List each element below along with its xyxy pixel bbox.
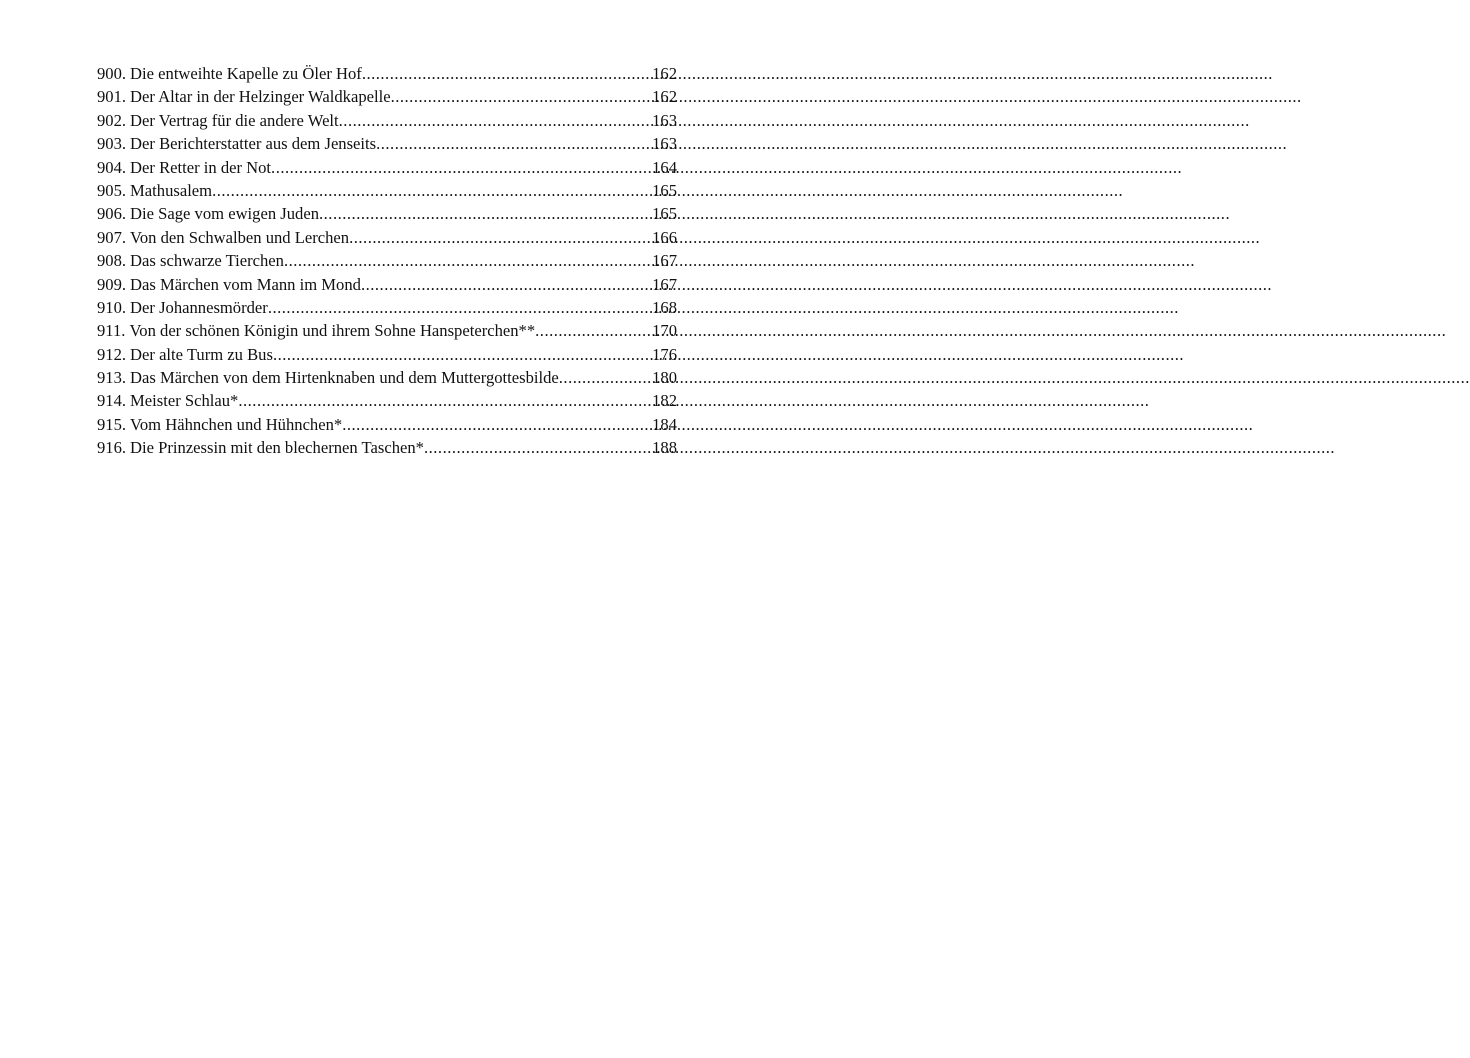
toc-entry xyxy=(97,249,677,272)
entry-title: Der Retter in der Not xyxy=(130,157,272,177)
entry-title: Mathusalem xyxy=(130,180,213,200)
dot-leader xyxy=(284,249,652,272)
entry-title: Vom Hähnchen und Hühnchen* xyxy=(130,414,343,434)
toc-entry xyxy=(97,132,677,155)
entry-title: Das schwarze Tierchen xyxy=(130,251,284,271)
entry-title: Der Berichterstatter aus dem Jenseits xyxy=(130,134,377,154)
dot-leader xyxy=(391,85,653,108)
table-of-contents xyxy=(97,62,677,460)
entry-number: 908. xyxy=(97,251,127,271)
toc-entry xyxy=(97,273,677,296)
entry-page-number: 164 xyxy=(652,157,677,177)
entry-page-number: 180 xyxy=(652,368,677,388)
entry-number: 910. xyxy=(97,297,127,317)
dot-leader xyxy=(268,296,652,319)
entry-number: 902. xyxy=(97,110,127,130)
entry-number: 906. xyxy=(97,204,127,224)
entry-page-number: 165 xyxy=(652,180,677,200)
entry-number: 907. xyxy=(97,227,127,247)
toc-entry xyxy=(97,319,677,342)
entry-title: Von den Schwalben und Lerchen xyxy=(130,227,350,247)
dot-leader xyxy=(362,62,652,85)
entry-page-number: 184 xyxy=(652,414,677,434)
entry-number: 913. xyxy=(97,368,127,388)
dot-leader xyxy=(212,179,652,202)
dot-leader xyxy=(535,319,652,342)
entry-title: Der alte Turm zu Bus xyxy=(130,344,273,364)
toc-entry xyxy=(97,62,677,85)
toc-entry xyxy=(97,389,677,412)
dot-leader xyxy=(271,156,652,179)
toc-entry xyxy=(97,109,677,132)
toc-entry xyxy=(97,296,677,319)
dot-leader xyxy=(349,226,652,249)
toc-entry xyxy=(97,156,677,179)
dot-leader xyxy=(559,366,652,389)
entry-page-number: 165 xyxy=(652,204,677,224)
entry-title: Von der schönen Königin und ihrem Sohne Hanspeterchen** xyxy=(129,321,536,341)
entry-title: Der Johannesmörder xyxy=(130,297,268,317)
dot-leader xyxy=(361,273,652,296)
dot-leader xyxy=(319,202,652,225)
entry-number: 905. xyxy=(97,180,127,200)
dot-leader xyxy=(424,436,652,459)
entry-page-number: 163 xyxy=(652,110,677,130)
entry-page-number: 188 xyxy=(652,438,677,458)
entry-title: Der Vertrag für die andere Welt xyxy=(130,110,339,130)
entry-page-number: 163 xyxy=(652,134,677,154)
entry-title: Die entweihte Kapelle zu Öler Hof xyxy=(130,64,362,83)
entry-number: 904. xyxy=(97,157,127,177)
entry-number: 916. xyxy=(97,438,127,458)
toc-entry xyxy=(97,202,677,225)
dot-leader xyxy=(273,343,652,366)
toc-entry xyxy=(97,413,677,436)
entry-page-number: 167 xyxy=(652,251,677,271)
dot-leader xyxy=(342,413,652,436)
dot-leader xyxy=(339,109,652,132)
entry-page-number: 182 xyxy=(652,391,677,411)
toc-entry xyxy=(97,366,677,389)
entry-number: 914. xyxy=(97,391,127,411)
entry-number: 903. xyxy=(97,134,127,154)
entry-number: 911. xyxy=(97,321,126,341)
entry-page-number: 162 xyxy=(652,87,677,107)
entry-title: Meister Schlau* xyxy=(130,391,239,411)
toc-entry xyxy=(97,343,677,366)
toc-entry xyxy=(97,226,677,249)
entry-page-number: 166 xyxy=(652,227,677,247)
entry-title: Das Märchen von dem Hirtenknaben und dem Muttergottesbilde xyxy=(130,368,559,388)
entry-title: Die Sage vom ewigen Juden xyxy=(130,204,319,224)
toc-entry xyxy=(97,85,677,108)
entry-page-number: 170 xyxy=(652,321,677,341)
entry-number: 909. xyxy=(97,274,127,294)
dot-leader xyxy=(238,389,652,412)
entry-title: Das Märchen vom Mann im Mond xyxy=(130,274,361,294)
entry-page-number: 176 xyxy=(652,344,677,364)
entry-page-number: 167 xyxy=(652,274,677,294)
toc-entry xyxy=(97,436,677,459)
entry-page-number: 168 xyxy=(652,297,677,317)
entry-title: Die Prinzessin mit den blechernen Taschen* xyxy=(130,438,424,458)
entry-number: 901. xyxy=(97,87,127,107)
entry-number: 900. xyxy=(97,64,127,83)
entry-title: Der Altar in der Helzinger Waldkapelle xyxy=(130,87,391,107)
dot-leader xyxy=(376,132,652,155)
entry-page-number: 162 xyxy=(652,64,677,83)
toc-entry xyxy=(97,179,677,202)
entry-number: 915. xyxy=(97,414,127,434)
entry-number: 912. xyxy=(97,344,127,364)
